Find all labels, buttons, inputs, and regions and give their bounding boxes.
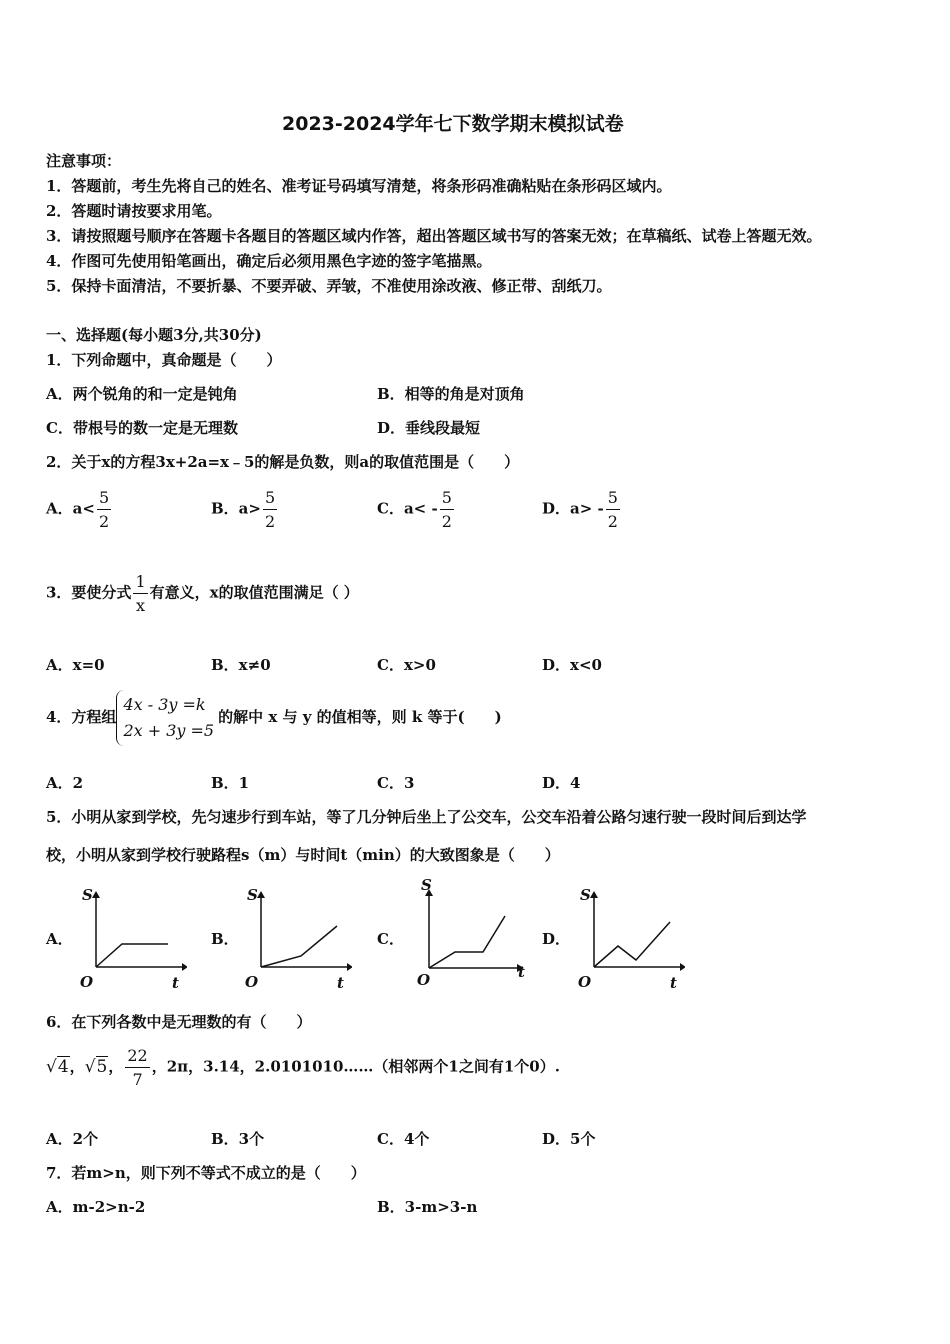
q7-option-b: B．3-m>3-n [377, 1198, 478, 1216]
q6-option-b: B．3个 [211, 1130, 265, 1148]
numerator: 1 [135, 572, 146, 591]
q2-option-c [377, 488, 456, 531]
notice-item: 1．答题前，考生先将自己的姓名、准考证号码填写清楚，将条形码准确粘贴在条形码区域内。 [46, 177, 672, 195]
s-axis-arrow [92, 891, 100, 898]
fraction [606, 488, 620, 531]
graph-c [407, 872, 532, 992]
q2-option-c-label: C．a< - [377, 499, 438, 518]
notice-item: 5．保持卡面清洁，不要折暴、不要弄破、弄皱，不准使用涂改液、修正带、刮纸刀。 [46, 277, 612, 295]
q4-option-c: C．3 [377, 774, 415, 792]
denominator: 2 [97, 509, 111, 531]
origin-label: O [417, 971, 431, 989]
q6-option-d: D．5个 [542, 1130, 596, 1148]
q3-post: 有意义，x的取值范围满足（ ） [149, 583, 359, 602]
t-label: t [518, 963, 525, 981]
question-7-stem: 7．若m>n，则下列不等式不成立的是（ ） [46, 1164, 366, 1182]
q4-option-a: A．2 [46, 774, 84, 792]
q6-option-c: C．4个 [377, 1130, 430, 1148]
q6-option-a: A．2个 [46, 1130, 99, 1148]
denominator: 2 [440, 509, 454, 531]
graph-line [429, 916, 505, 968]
numerator: 5 [98, 488, 110, 507]
q1-option-c: C．带根号的数一定是无理数 [46, 419, 238, 437]
q4-option-b: B．1 [211, 774, 250, 792]
denominator: x [133, 593, 147, 615]
t-axis-arrow [680, 963, 685, 971]
question-5-line2: 校，小明从家到学校行驶路程s（m）与时间t（min）的大致图象是（ ） [46, 846, 560, 864]
fraction [125, 1046, 149, 1089]
s-axis-arrow [257, 891, 265, 898]
q3-pre: 3．要使分式 [46, 583, 132, 602]
numerator: 22 [127, 1046, 148, 1065]
page-title: 2023-2024学年七下数学期末模拟试卷 [282, 113, 624, 135]
question-2-stem: 2．关于x的方程3x+2a=x﹣5的解是负数，则a的取值范围是（ ） [46, 453, 520, 471]
q6-number-list [46, 1046, 560, 1089]
numerator: 5 [441, 488, 452, 507]
graph-b [237, 882, 352, 992]
question-1-stem: 1．下列命题中，真命题是（ ） [46, 351, 282, 369]
notice-item: 2．答题时请按要求用笔。 [46, 202, 222, 220]
q3-option-d: D．x<0 [542, 656, 602, 674]
s-label: S [421, 876, 432, 894]
q5-option-b: B． [211, 930, 239, 948]
fraction [97, 488, 111, 531]
equation-1: 4x - 3y =k [123, 695, 206, 714]
fraction [133, 572, 147, 615]
t-axis-arrow [182, 963, 187, 971]
q3-option-b: B．x≠0 [211, 656, 271, 674]
denominator: 2 [606, 509, 620, 531]
fraction [440, 488, 454, 531]
s-label: S [247, 886, 258, 904]
question-3-stem [46, 572, 359, 615]
section-heading: 一、选择题(每小题3分,共30分) [46, 326, 262, 344]
t-label: t [337, 974, 344, 992]
notice-item: 3．请按照题号顺序在答题卡各题目的答题区域内作答，超出答题区域书写的答案无效；在草稿纸、试卷上答题无效。 [46, 227, 822, 245]
radicand: 4 [57, 1056, 69, 1077]
denominator: 7 [125, 1067, 149, 1089]
origin-label: O [245, 973, 259, 991]
question-4-stem [46, 690, 502, 746]
radicand: 5 [96, 1056, 108, 1077]
q2-option-a [46, 488, 113, 531]
t-label: t [670, 974, 677, 992]
graph-a [72, 882, 187, 992]
question-6-stem: 6．在下列各数中是无理数的有（ ） [46, 1013, 312, 1031]
q3-option-a: A．x=0 [46, 656, 105, 674]
q4-option-d: D．4 [542, 774, 581, 792]
q1-option-b: B．相等的角是对顶角 [377, 385, 525, 403]
s-label: S [82, 886, 93, 904]
notice-item: 4．作图可先使用铅笔画出，确定后必须用黑色字迹的签字笔描黑。 [46, 252, 492, 270]
q2-option-d-label: D．a> - [542, 499, 604, 518]
separator: ， [69, 1057, 85, 1076]
graph-d [570, 882, 685, 992]
graph-line [96, 944, 168, 967]
separator: ， [108, 1057, 124, 1076]
sqrt-4: √4 [46, 1056, 69, 1077]
notice-heading: 注意事项： [46, 152, 122, 170]
q4-pre: 4．方程组 [46, 708, 117, 726]
fraction [263, 488, 277, 531]
s-axis-arrow [590, 891, 598, 898]
q2-option-b-label: B．a> [211, 499, 261, 518]
numerator: 5 [607, 488, 618, 507]
origin-label: O [80, 973, 94, 991]
numerator: 5 [264, 488, 276, 507]
equation-system [116, 690, 218, 746]
s-label: S [580, 886, 591, 904]
t-label: t [172, 974, 179, 992]
graph-line [261, 926, 337, 967]
question-5-line1: 5．小明从家到学校，先匀速步行到车站，等了几分钟后坐上了公交车，公交车沿着公路匀速行驶一段时间后到达学 [46, 808, 807, 826]
denominator: 2 [263, 509, 277, 531]
q2-option-a-label: A．a< [46, 499, 95, 518]
t-axis-arrow [347, 963, 352, 971]
graph-line [594, 922, 670, 967]
q1-option-a: A．两个锐角的和一定是钝角 [46, 385, 238, 403]
q4-post: 的解中 x 与 y 的值相等，则 k 等于( ) [218, 708, 502, 726]
q7-option-a: A．m-2>n-2 [46, 1198, 146, 1216]
q5-option-c: C． [377, 930, 404, 948]
sqrt-5: √5 [84, 1056, 108, 1077]
q2-option-d [542, 488, 622, 531]
q3-option-c: C．x>0 [377, 656, 436, 674]
q2-option-b [211, 488, 279, 531]
origin-label: O [578, 973, 592, 991]
q5-option-a: A． [46, 930, 73, 948]
equation-2: 2x + 3y =5 [123, 721, 215, 740]
q5-option-d: D． [542, 930, 571, 948]
q6-rest: ，2π，3.14，2.0101010……（相邻两个1之间有1个0）. [151, 1057, 560, 1076]
q1-option-d: D．垂线段最短 [377, 419, 481, 437]
